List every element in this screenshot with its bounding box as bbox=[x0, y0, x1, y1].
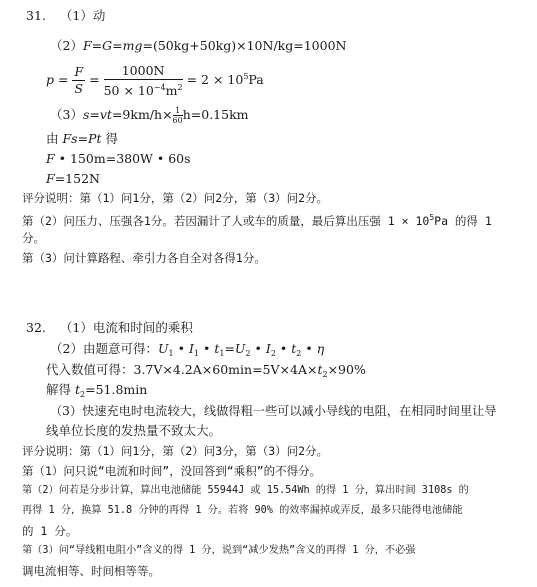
q31-part3-expr: =9km/h× bbox=[111, 107, 173, 122]
subscript: 2 bbox=[322, 370, 328, 379]
derive-eq: Fs=Pt bbox=[62, 131, 102, 146]
sym-p: p bbox=[46, 72, 55, 87]
fraction-numeric bbox=[104, 63, 183, 99]
eq-line2-rest: =152N bbox=[54, 171, 100, 186]
subscript: 1 bbox=[193, 349, 199, 358]
subscript: 2 bbox=[270, 349, 276, 358]
q32-scoring-note-7: 调电流相等、时间相等等。 bbox=[22, 564, 160, 578]
q31-part1: （1）动 bbox=[59, 8, 106, 23]
eq-sign: = bbox=[91, 38, 103, 53]
sym-t: t bbox=[74, 382, 81, 397]
result-prefix: = 2 × 10 bbox=[186, 72, 244, 87]
eq-sign: = bbox=[224, 341, 235, 356]
q31-scoring-note-4: 第（3）问计算路程、牵引力各自全对各得1分。 bbox=[22, 251, 266, 265]
fraction-numerator: F bbox=[74, 64, 84, 79]
subscript: 1 bbox=[219, 349, 225, 358]
subscript: 2 bbox=[296, 349, 302, 358]
sym-U: U bbox=[157, 341, 169, 356]
dot: • bbox=[301, 341, 317, 356]
fraction-denominator: 60 bbox=[172, 116, 183, 125]
q32-scoring-note-6: 第（3）问“导线粗电阻小”含义的得 1 分，说到“减少发热”含义的再得 1 分，不必强 bbox=[22, 545, 416, 556]
fraction-denominator: S bbox=[74, 81, 84, 96]
sym-G: G bbox=[102, 38, 113, 53]
sym-F: F bbox=[82, 38, 92, 53]
eq-sign: = bbox=[112, 38, 123, 53]
q31-scoring-note-3: 分。 bbox=[22, 231, 45, 245]
q31-scoring-note-2 bbox=[22, 210, 492, 229]
fraction-1-over-60 bbox=[173, 106, 183, 125]
sym-F: F bbox=[46, 171, 55, 186]
q32-scoring-note-1: 评分说明：第（1）问1分，第（2）问3分，第（3）问2分。 bbox=[22, 444, 329, 458]
subscript: 1 bbox=[168, 349, 174, 358]
den-power: 2 bbox=[177, 82, 183, 92]
fraction-numerator: 1000N bbox=[104, 63, 183, 80]
q31-part2-lead: （2） bbox=[50, 38, 83, 53]
eq-sign: = bbox=[89, 107, 100, 122]
sym-F: F bbox=[46, 151, 55, 166]
subst-post: ×90% bbox=[327, 362, 366, 377]
q31-part3 bbox=[50, 104, 249, 126]
q32-solve bbox=[46, 382, 147, 403]
den-prefix: 50 × 10 bbox=[103, 82, 154, 98]
solve-pre: 解得 bbox=[46, 382, 75, 397]
q31-line1 bbox=[26, 8, 105, 24]
sym-s: s bbox=[82, 107, 90, 122]
dot: • bbox=[275, 341, 292, 356]
q31-derive bbox=[46, 131, 118, 147]
q32-part3-line2: 线单位长度的发热量不致太大。 bbox=[46, 423, 222, 438]
q31-part2-expr: =(50kg+50kg)×10N/kg=1000N bbox=[142, 38, 347, 53]
q31-pressure-formula bbox=[46, 60, 264, 99]
q32-part2 bbox=[50, 341, 324, 362]
note2-tail: Pa 的得 1 bbox=[434, 214, 492, 228]
q32-scoring-note-5: 的 1 分。 bbox=[22, 524, 78, 538]
sym-t: t bbox=[214, 341, 220, 356]
sym-t: t bbox=[291, 341, 297, 356]
dot: • bbox=[173, 341, 189, 356]
derive-post: 得 bbox=[101, 131, 118, 146]
fraction-numerator: 1 bbox=[173, 106, 183, 116]
eq-sign: = bbox=[89, 72, 100, 87]
sym-U: U bbox=[234, 341, 246, 356]
derive-pre: 由 bbox=[46, 131, 63, 146]
q31-scoring-note-1: 评分说明：第（1）问1分，第（2）问2分，第（3）问2分。 bbox=[22, 191, 329, 205]
q31-equation-line2 bbox=[46, 171, 100, 187]
result-unit: Pa bbox=[248, 72, 264, 87]
note2-exponent: 5 bbox=[429, 213, 435, 222]
eq-sign: = bbox=[58, 72, 69, 87]
den-unit: m bbox=[165, 82, 178, 98]
q31-part3-tail: h=0.15km bbox=[182, 107, 249, 122]
sym-I: I bbox=[265, 341, 271, 356]
q32-scoring-note-3: 第（2）问若是分步计算，算出电池储能 55944J 或 15.54Wh 的得 1 分，算出时间 3108s 的 bbox=[22, 485, 469, 496]
solve-post: =51.8min bbox=[85, 382, 148, 397]
subscript: 2 bbox=[80, 390, 86, 399]
result-exponent: 5 bbox=[243, 72, 249, 81]
q32-scoring-note-4: 再得 1 分，换算 51.8 分钟的再得 1 分。若将 90% 的效率漏掉或弄反，最多只能得电池储能 bbox=[22, 505, 463, 516]
q32-line1 bbox=[26, 320, 193, 336]
q32-part2-pre: （2）由题意可得： bbox=[50, 341, 158, 356]
sym-eta: η bbox=[316, 341, 325, 356]
q32-part1: （1）电流和时间的乘积 bbox=[59, 320, 193, 335]
sym-vt: vt bbox=[99, 107, 112, 122]
fraction-F-over-S bbox=[72, 64, 85, 97]
eq-line1-rest: • 150m=380W • 60s bbox=[54, 151, 191, 166]
q32-scoring-note-2: 第（1）问只说“电流和时间”，没回答到“乘积”的不得分。 bbox=[22, 464, 322, 478]
q32-number: 32. bbox=[26, 320, 46, 335]
dot: • bbox=[198, 341, 215, 356]
q32-part3-line1: （3）快速充电时电流较大，线做得粗一些可以减小导线的电阻，在相同时间里让导 bbox=[50, 404, 497, 418]
dot: • bbox=[250, 341, 266, 356]
q32-substitute bbox=[46, 362, 366, 383]
sym-mg: mg bbox=[122, 38, 143, 53]
sym-t: t bbox=[317, 362, 323, 377]
sym-I: I bbox=[188, 341, 194, 356]
den-exponent: −4 bbox=[153, 82, 166, 92]
q31-equation-line1 bbox=[46, 151, 191, 167]
subst-pre: 代入数值可得：3.7V×4.2A×60min=5V×4A× bbox=[46, 362, 318, 377]
subscript: 2 bbox=[245, 349, 251, 358]
q31-part2 bbox=[50, 38, 346, 54]
note2-text: 第（2）问压力、压强各1分。若因漏计了人或车的质量，最后算出压强 1 × 10 bbox=[22, 214, 430, 228]
fraction-denominator bbox=[104, 80, 183, 99]
q31-part3-lead: （3） bbox=[50, 107, 83, 122]
q31-number: 31. bbox=[26, 8, 46, 23]
